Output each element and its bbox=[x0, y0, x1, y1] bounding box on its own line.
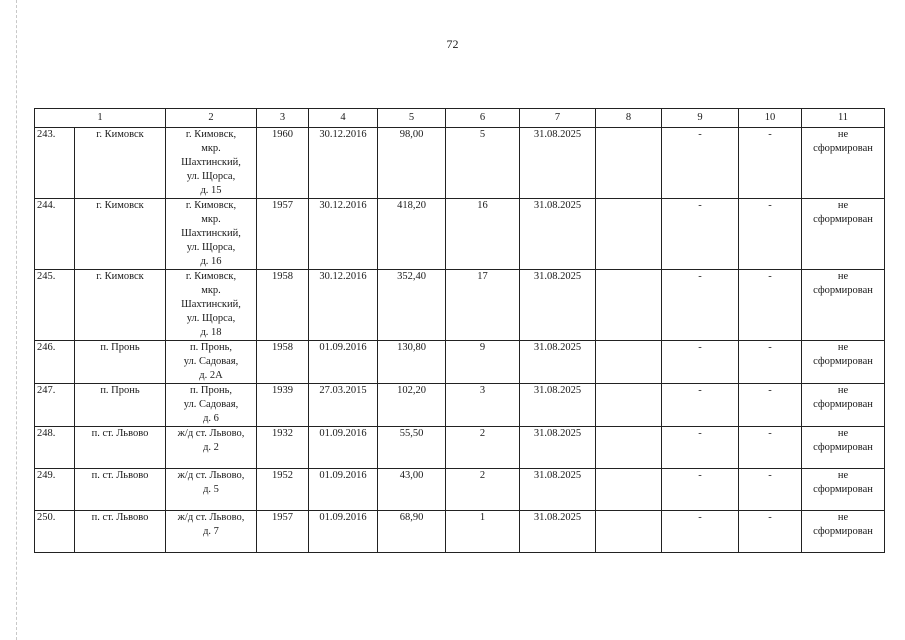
year-cell: 1957 bbox=[257, 199, 309, 270]
count-cell: 16 bbox=[446, 199, 520, 270]
address-cell-line: Шахтинский, bbox=[181, 299, 241, 310]
address-cell-line: п. Пронь, bbox=[190, 385, 232, 396]
status-cell bbox=[802, 128, 885, 199]
locality-cell: п. Пронь bbox=[75, 384, 166, 427]
date-cell: 30.12.2016 bbox=[309, 128, 378, 199]
status-cell bbox=[802, 384, 885, 427]
locality-cell: г. Кимовск bbox=[75, 128, 166, 199]
due-date-cell: 31.08.2025 bbox=[520, 427, 596, 469]
status-cell-line: сформирован bbox=[813, 356, 873, 367]
status-cell-line: сформирован bbox=[813, 214, 873, 225]
column-8-cell bbox=[596, 469, 662, 511]
status-cell-line: не bbox=[837, 428, 849, 439]
address-cell bbox=[166, 427, 257, 469]
column-header: 6 bbox=[446, 109, 520, 128]
year-cell: 1932 bbox=[257, 427, 309, 469]
date-cell: 01.09.2016 bbox=[309, 469, 378, 511]
address-cell bbox=[166, 128, 257, 199]
status-cell-line: сформирован bbox=[813, 143, 873, 154]
address-cell-line: Шахтинский, bbox=[181, 157, 241, 168]
address-cell-line: ул. Щорса, bbox=[186, 242, 236, 253]
column-header: 5 bbox=[378, 109, 446, 128]
column-9-cell: - bbox=[662, 469, 739, 511]
area-cell: 43,00 bbox=[378, 469, 446, 511]
due-date-cell: 31.08.2025 bbox=[520, 341, 596, 384]
status-cell bbox=[802, 270, 885, 341]
locality-cell: п. Пронь bbox=[75, 341, 166, 384]
table-header-row bbox=[35, 109, 885, 128]
table-row bbox=[35, 341, 885, 384]
area-cell: 98,00 bbox=[378, 128, 446, 199]
address-cell-line: мкр. bbox=[201, 214, 221, 225]
address-cell bbox=[166, 469, 257, 511]
count-cell: 1 bbox=[446, 511, 520, 553]
address-cell-line: ул. Щорса, bbox=[186, 313, 236, 324]
area-cell: 130,80 bbox=[378, 341, 446, 384]
status-cell-line: сформирован bbox=[813, 442, 873, 453]
column-header: 7 bbox=[520, 109, 596, 128]
due-date-cell: 31.08.2025 bbox=[520, 384, 596, 427]
address-cell-line: г. Кимовск, bbox=[185, 271, 237, 282]
status-cell bbox=[802, 341, 885, 384]
address-cell-line: д. 2 bbox=[203, 442, 219, 453]
column-header: 1 bbox=[35, 109, 166, 128]
address-cell-line: д. 5 bbox=[203, 484, 219, 495]
address-cell-line: ж/д ст. Львово, bbox=[177, 428, 245, 439]
status-cell-line: не bbox=[837, 200, 849, 211]
date-cell: 01.09.2016 bbox=[309, 511, 378, 553]
column-9-cell: - bbox=[662, 511, 739, 553]
column-header: 10 bbox=[739, 109, 802, 128]
column-9-cell: - bbox=[662, 128, 739, 199]
column-9-cell: - bbox=[662, 341, 739, 384]
due-date-cell: 31.08.2025 bbox=[520, 511, 596, 553]
count-cell: 2 bbox=[446, 427, 520, 469]
address-cell-line: мкр. bbox=[201, 285, 221, 296]
address-cell bbox=[166, 270, 257, 341]
column-header: 4 bbox=[309, 109, 378, 128]
address-cell bbox=[166, 384, 257, 427]
count-cell: 9 bbox=[446, 341, 520, 384]
address-cell-line: д. 7 bbox=[203, 526, 219, 537]
column-10-cell: - bbox=[739, 128, 802, 199]
year-cell: 1952 bbox=[257, 469, 309, 511]
status-cell-line: сформирован bbox=[813, 484, 873, 495]
row-number-cell: 244. bbox=[35, 199, 75, 270]
column-9-cell: - bbox=[662, 384, 739, 427]
row-number-cell: 246. bbox=[35, 341, 75, 384]
date-cell: 30.12.2016 bbox=[309, 199, 378, 270]
date-cell: 30.12.2016 bbox=[309, 270, 378, 341]
column-10-cell: - bbox=[739, 341, 802, 384]
column-header: 9 bbox=[662, 109, 739, 128]
registry-table bbox=[34, 108, 885, 553]
table-row bbox=[35, 469, 885, 511]
column-10-cell: - bbox=[739, 384, 802, 427]
status-cell-line: не bbox=[837, 512, 849, 523]
column-9-cell: - bbox=[662, 270, 739, 341]
count-cell: 3 bbox=[446, 384, 520, 427]
status-cell bbox=[802, 511, 885, 553]
table-row bbox=[35, 427, 885, 469]
column-header: 11 bbox=[802, 109, 885, 128]
table-row bbox=[35, 270, 885, 341]
table-row bbox=[35, 128, 885, 199]
locality-cell: г. Кимовск bbox=[75, 199, 166, 270]
column-10-cell: - bbox=[739, 511, 802, 553]
column-10-cell: - bbox=[739, 270, 802, 341]
area-cell: 418,20 bbox=[378, 199, 446, 270]
column-8-cell bbox=[596, 341, 662, 384]
address-cell bbox=[166, 511, 257, 553]
due-date-cell: 31.08.2025 bbox=[520, 199, 596, 270]
row-number-cell: 249. bbox=[35, 469, 75, 511]
address-cell-line: д. 2А bbox=[199, 370, 223, 381]
status-cell-line: не bbox=[837, 470, 849, 481]
address-cell-line: д. 18 bbox=[200, 327, 222, 338]
column-8-cell bbox=[596, 128, 662, 199]
column-header: 2 bbox=[166, 109, 257, 128]
locality-cell: п. ст. Львово bbox=[75, 511, 166, 553]
column-8-cell bbox=[596, 384, 662, 427]
table-body bbox=[35, 128, 885, 553]
page-number: 72 bbox=[446, 37, 459, 51]
address-cell-line: г. Кимовск, bbox=[185, 129, 237, 140]
due-date-cell: 31.08.2025 bbox=[520, 270, 596, 341]
address-cell-line: г. Кимовск, bbox=[185, 200, 237, 211]
year-cell: 1939 bbox=[257, 384, 309, 427]
status-cell bbox=[802, 427, 885, 469]
due-date-cell: 31.08.2025 bbox=[520, 128, 596, 199]
address-cell-line: ул. Садовая, bbox=[183, 356, 239, 367]
count-cell: 5 bbox=[446, 128, 520, 199]
year-cell: 1960 bbox=[257, 128, 309, 199]
area-cell: 55,50 bbox=[378, 427, 446, 469]
table-row bbox=[35, 384, 885, 427]
column-9-cell: - bbox=[662, 427, 739, 469]
column-10-cell: - bbox=[739, 199, 802, 270]
area-cell: 68,90 bbox=[378, 511, 446, 553]
row-number-cell: 250. bbox=[35, 511, 75, 553]
locality-cell: п. ст. Львово bbox=[75, 427, 166, 469]
status-cell-line: сформирован bbox=[813, 285, 873, 296]
column-8-cell bbox=[596, 270, 662, 341]
address-cell-line: д. 16 bbox=[200, 256, 222, 267]
status-cell-line: сформирован bbox=[813, 526, 873, 537]
column-header: 8 bbox=[596, 109, 662, 128]
address-cell-line: мкр. bbox=[201, 143, 221, 154]
column-header: 3 bbox=[257, 109, 309, 128]
date-cell: 27.03.2015 bbox=[309, 384, 378, 427]
year-cell: 1957 bbox=[257, 511, 309, 553]
address-cell-line: д. 6 bbox=[203, 413, 219, 424]
status-cell bbox=[802, 199, 885, 270]
address-cell bbox=[166, 199, 257, 270]
binding-margin-line bbox=[16, 0, 17, 640]
row-number-cell: 243. bbox=[35, 128, 75, 199]
date-cell: 01.09.2016 bbox=[309, 427, 378, 469]
count-cell: 17 bbox=[446, 270, 520, 341]
address-cell-line: ж/д ст. Львово, bbox=[177, 512, 245, 523]
locality-cell: п. ст. Львово bbox=[75, 469, 166, 511]
count-cell: 2 bbox=[446, 469, 520, 511]
column-9-cell: - bbox=[662, 199, 739, 270]
locality-cell: г. Кимовск bbox=[75, 270, 166, 341]
year-cell: 1958 bbox=[257, 270, 309, 341]
address-cell-line: ж/д ст. Львово, bbox=[177, 470, 245, 481]
address-cell-line: п. Пронь, bbox=[190, 342, 232, 353]
row-number-cell: 248. bbox=[35, 427, 75, 469]
row-number-cell: 245. bbox=[35, 270, 75, 341]
year-cell: 1958 bbox=[257, 341, 309, 384]
address-cell-line: ул. Щорса, bbox=[186, 171, 236, 182]
row-number-cell: 247. bbox=[35, 384, 75, 427]
column-8-cell bbox=[596, 199, 662, 270]
address-cell-line: ул. Садовая, bbox=[183, 399, 239, 410]
column-8-cell bbox=[596, 427, 662, 469]
status-cell bbox=[802, 469, 885, 511]
address-cell-line: Шахтинский, bbox=[181, 228, 241, 239]
status-cell-line: не bbox=[837, 342, 849, 353]
date-cell: 01.09.2016 bbox=[309, 341, 378, 384]
area-cell: 352,40 bbox=[378, 270, 446, 341]
status-cell-line: сформирован bbox=[813, 399, 873, 410]
status-cell-line: не bbox=[837, 385, 849, 396]
status-cell-line: не bbox=[837, 271, 849, 282]
address-cell-line: д. 15 bbox=[200, 185, 222, 196]
column-10-cell: - bbox=[739, 469, 802, 511]
due-date-cell: 31.08.2025 bbox=[520, 469, 596, 511]
column-10-cell: - bbox=[739, 427, 802, 469]
table-row bbox=[35, 511, 885, 553]
table-row bbox=[35, 199, 885, 270]
area-cell: 102,20 bbox=[378, 384, 446, 427]
status-cell-line: не bbox=[837, 129, 849, 140]
address-cell bbox=[166, 341, 257, 384]
column-8-cell bbox=[596, 511, 662, 553]
